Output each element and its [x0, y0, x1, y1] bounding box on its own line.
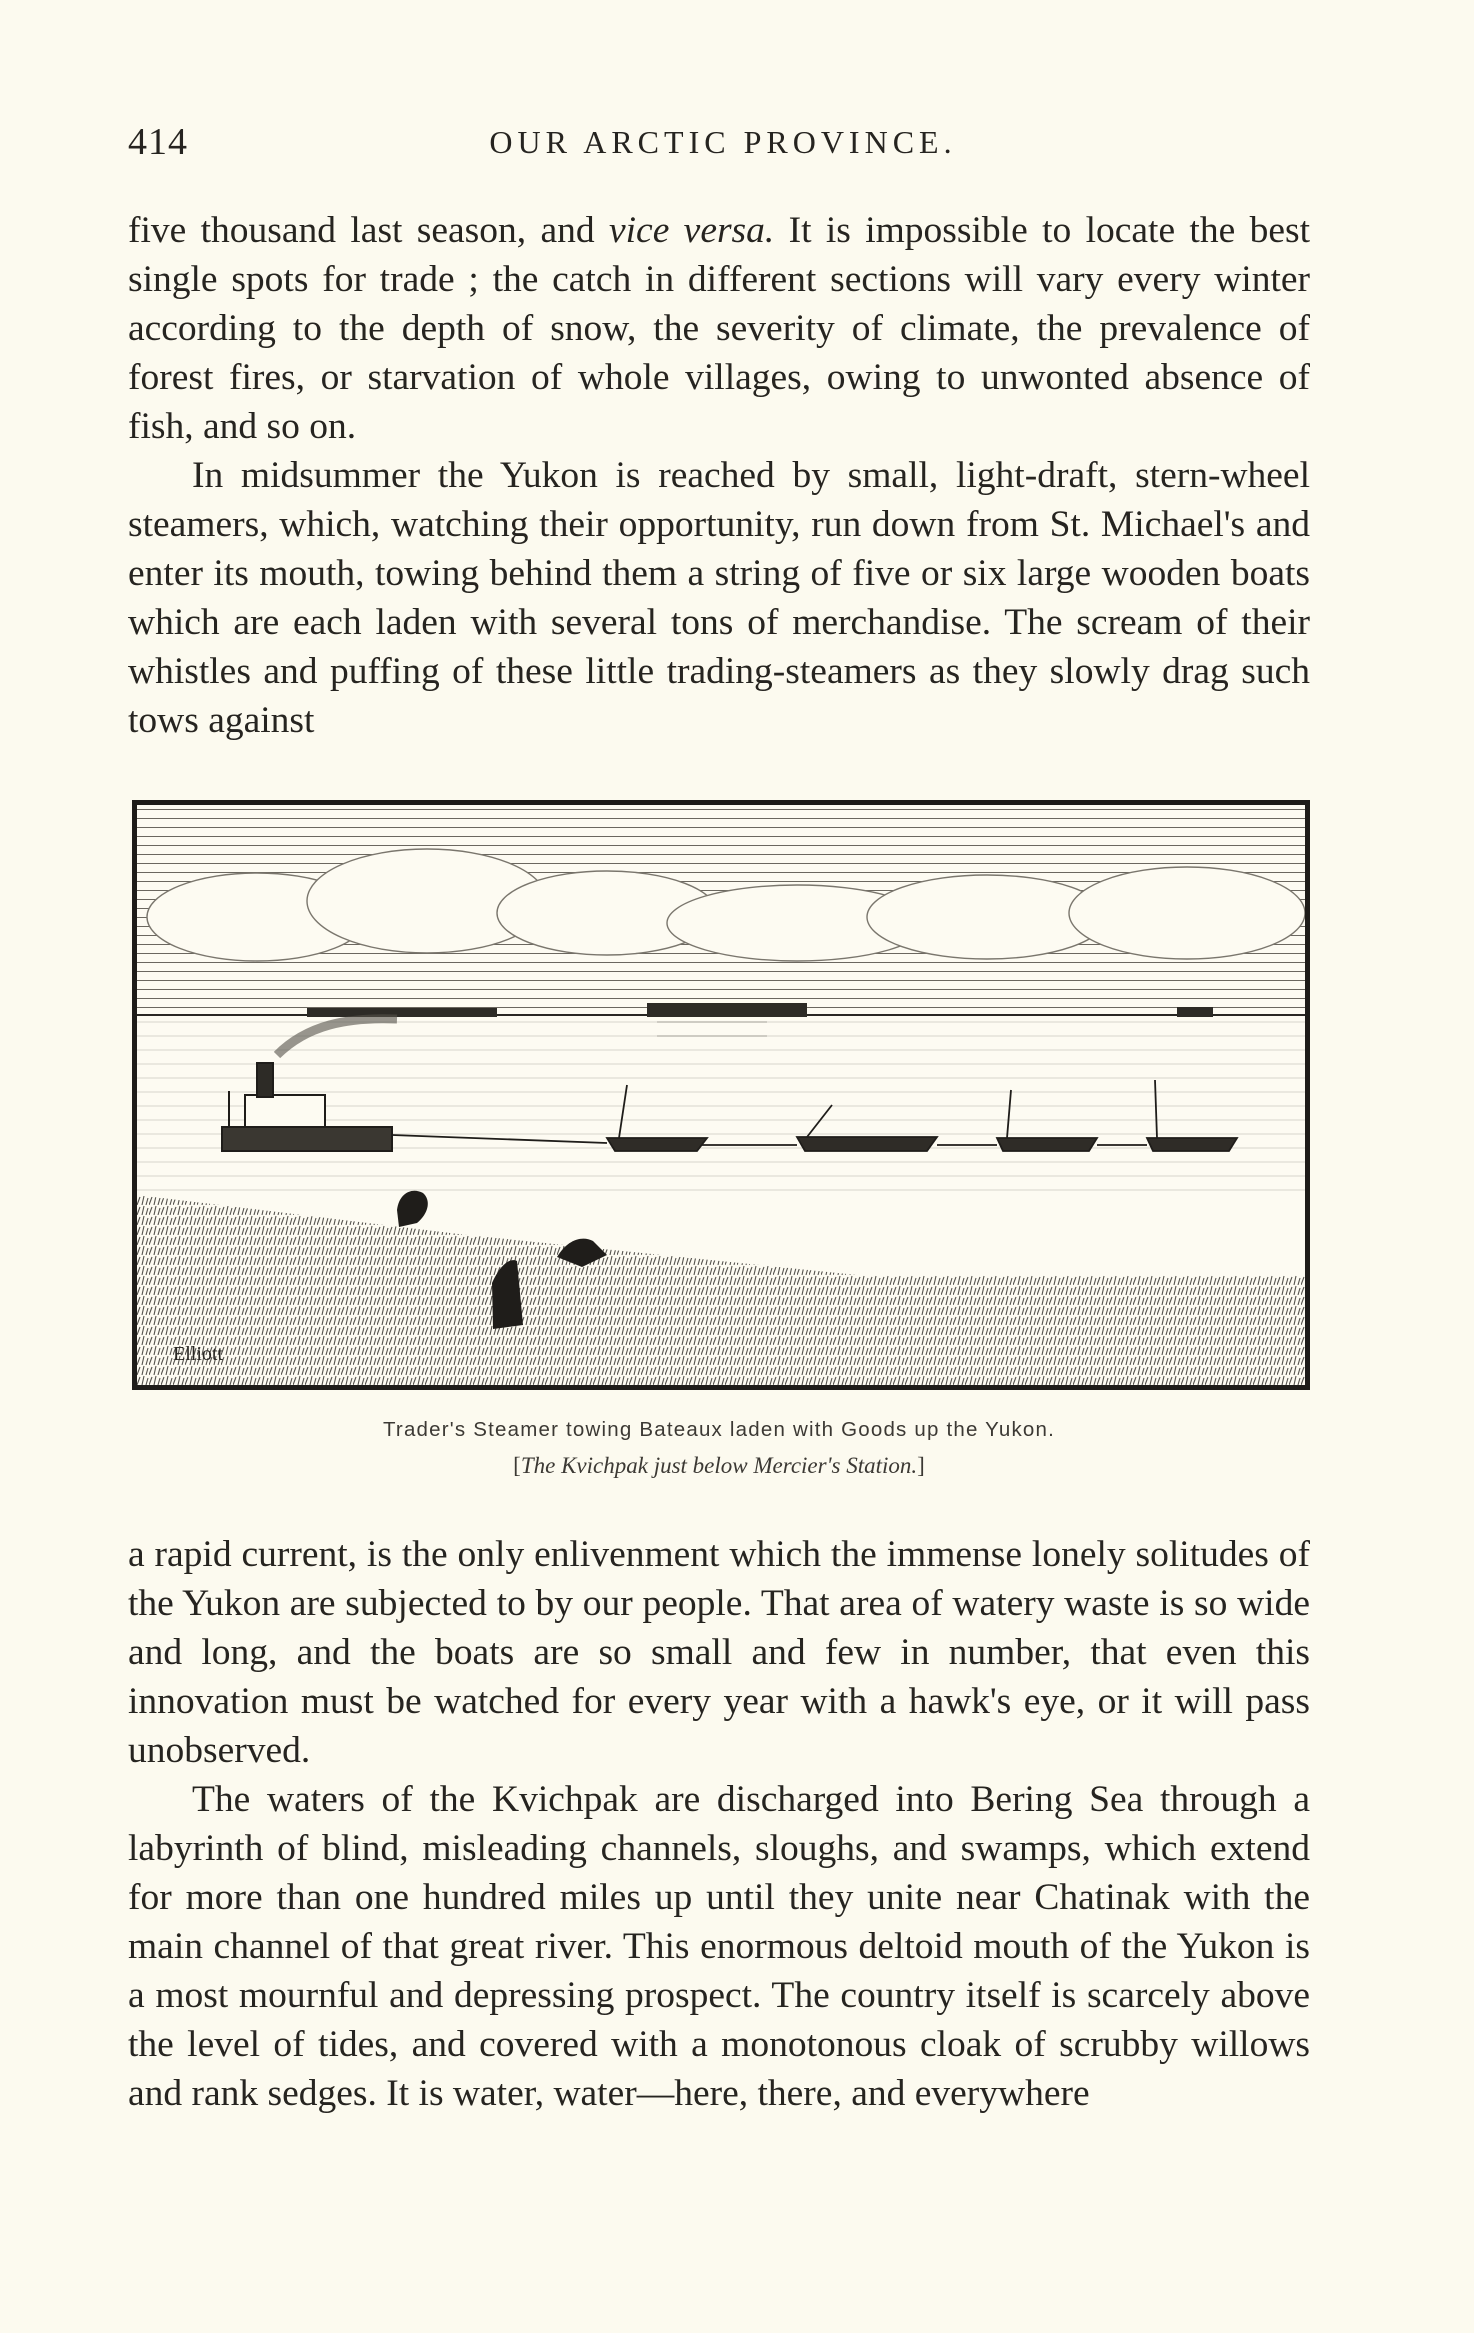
- figure-caption: Trader's Steamer towing Bateaux laden with Goods up the Yukon.: [382, 1418, 1056, 1441]
- paragraph-2: [128, 451, 1310, 745]
- paragraph-4-text: The waters of the Kvichpak are discharged into Bering Sea through a labyrinth of blind, misleading channels, sloughs, and swamps, which extend for more than one hundred miles up until they unite near Chatinak with the main channel of that great river. This enormous deltoid mouth of the Yukon is a most mournful and depressing prospect. The country itself is scarcely above the level of tides, and covered with a monotonous cloak of scrubby willows and rank sedges. It is water, water—here, there, and everywhere: [128, 1779, 1310, 2114]
- figure-subcaption: [128, 1453, 1310, 1479]
- paragraph-3-text: a rapid current, is the only enlivenment which the immense lonely solitudes of the Yukon are subjected to by our people. That area of watery waste is so wide and long, and the boats are so small and few in number, that even this innovation must be watched for every year with a hawk's eye, or it will pass unobserved.: [128, 1534, 1310, 1771]
- page-number: 414: [128, 121, 188, 163]
- engraving-illustration: [132, 800, 1310, 1390]
- subcaption-italic: The Kvichpak just below Mercier's Station.: [520, 1453, 918, 1478]
- paragraph-1-text-a: five thousand last season, and: [128, 210, 609, 251]
- paragraph-2-text: In midsummer the Yukon is reached by small, light-draft, stern-wheel steamers, which, watching their opportunity, run down from St. Michael's and enter its mouth, towing behind them a string of five or six large wooden boats which are each laden with several tons of merchandise. The scream of their whistles and puffing of these little trading-steamers as they slowly drag such tows against: [128, 455, 1310, 741]
- book-title: OUR ARCTIC PROVINCE.: [489, 124, 957, 160]
- engraver-signature: Elliott: [173, 1343, 223, 1365]
- subcaption-open-bracket: [: [513, 1453, 521, 1478]
- paragraph-1-text-b: It is impossible to locate the best single spots for trade ; the catch in different sections will vary every winter according to the depth of snow, the severity of climate, the prevalence of forest fires, or starvation of whole villages, owing to unwonted absence of fish, and so on.: [128, 210, 1310, 447]
- steamer-engraving: [137, 805, 1305, 1385]
- paragraph-3: [128, 1530, 1310, 1775]
- subcaption-close-bracket: ]: [917, 1453, 925, 1478]
- paragraph-4: [128, 1775, 1310, 2118]
- paragraph-1: [128, 206, 1310, 451]
- grassy-shore: [137, 1195, 1305, 1385]
- paragraph-1-italic: vice versa.: [608, 210, 775, 251]
- running-head: [128, 120, 1318, 170]
